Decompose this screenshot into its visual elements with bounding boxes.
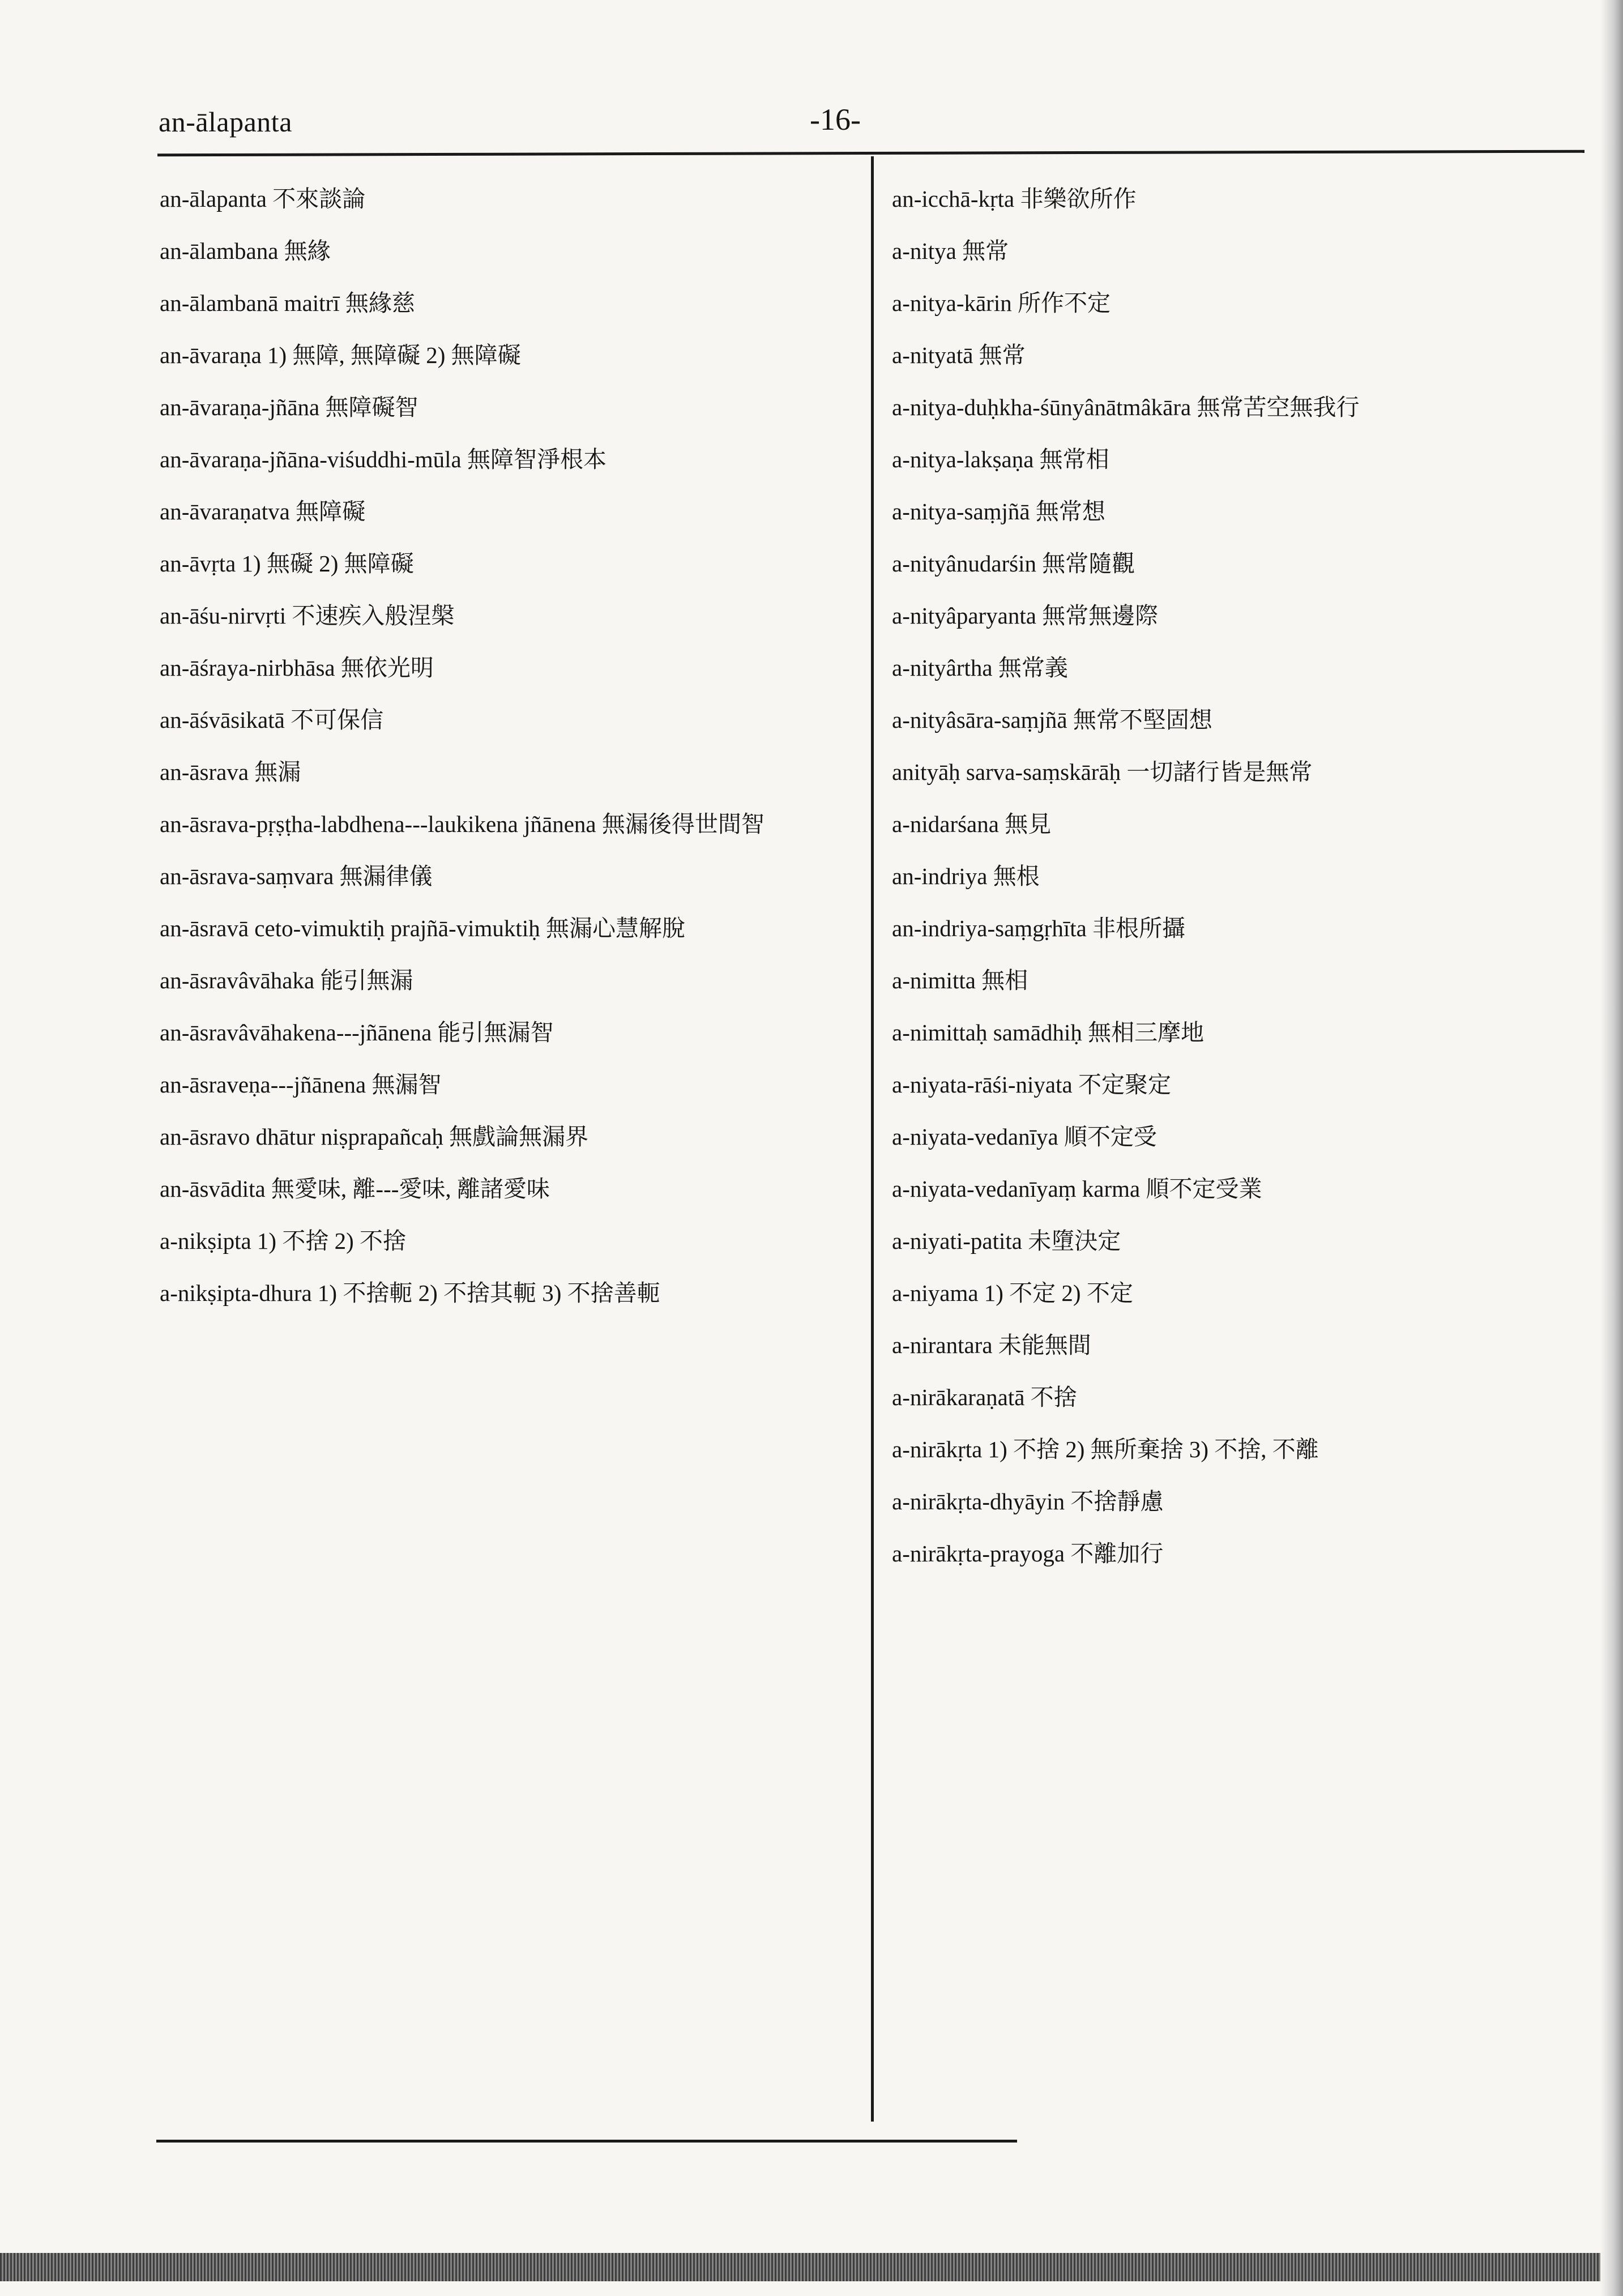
dictionary-entry: an-ālambanā maitrī 無緣慈: [160, 290, 415, 316]
running-head: an-ālapanta: [159, 106, 292, 138]
dictionary-entry: an-ālambana 無緣: [160, 238, 331, 264]
dictionary-entry: a-nirākaraṇatā 不捨: [892, 1384, 1077, 1410]
top-rule: [157, 150, 1584, 157]
dictionary-entry: an-āvaraṇa-jñāna 無障礙智: [160, 394, 418, 420]
dictionary-entry: an-āsvādita 無愛味, 離---愛味, 離諸愛味: [160, 1176, 550, 1202]
dictionary-entry: an-āvṛta 1) 無礙 2) 無障礙: [160, 550, 414, 577]
dictionary-entry: an-āsraveṇa---jñānena 無漏智: [160, 1072, 442, 1098]
dictionary-entry: an-āśvāsikatā 不可保信: [160, 707, 384, 733]
right-column: [892, 173, 1571, 1580]
dictionary-entry: a-nitya-duḥkha-śūnyânātmâkāra 無常苦空無我行: [892, 394, 1360, 420]
dictionary-entry: an-āsrava-pṛṣṭha-labdhena---laukikena jñānena 無漏後得世間智: [160, 811, 764, 837]
dictionary-entry: a-nitya 無常: [892, 238, 1009, 264]
dictionary-entry: an-indriya-saṃgṛhīta 非根所攝: [892, 915, 1186, 941]
dictionary-entry: a-niyata-vedanīyaṃ karma 順不定受業: [892, 1176, 1262, 1202]
dictionary-entry: an-āvaraṇatva 無障礙: [160, 498, 366, 524]
dictionary-entry: a-nitya-lakṣaṇa 無常相: [892, 446, 1109, 472]
dictionary-entry: a-nimitta 無相: [892, 967, 1028, 993]
dictionary-entry: a-nikṣipta-dhura 1) 不捨軛 2) 不捨其軛 3) 不捨善軛: [160, 1280, 660, 1306]
dictionary-entry: an-āsravā ceto-vimuktiḥ prajñā-vimuktiḥ 無漏心慧解脫: [160, 915, 685, 941]
dictionary-entry: a-nityâsāra-saṃjñā 無常不堅固想: [892, 707, 1212, 733]
bottom-rule: [156, 2140, 1017, 2143]
dictionary-entry: a-nirantara 未能無間: [892, 1332, 1091, 1358]
scan-edge-right: [1600, 0, 1623, 2296]
dictionary-entry: a-niyata-vedanīya 順不定受: [892, 1124, 1157, 1150]
dictionary-entry: an-āsravo dhātur niṣprapañcaḥ 無戲論無漏界: [160, 1124, 589, 1150]
scan-border-bottom: [0, 2253, 1623, 2281]
dictionary-entry: an-āvaraṇa-jñāna-viśuddhi-mūla 無障智淨根本: [160, 446, 607, 472]
dictionary-entry: an-āvaraṇa 1) 無障, 無障礙 2) 無障礙: [160, 342, 521, 368]
dictionary-entry: a-nirākṛta-dhyāyin 不捨靜慮: [892, 1488, 1164, 1514]
dictionary-entry: a-nirākṛta-prayoga 不離加行: [892, 1540, 1164, 1567]
dictionary-entry: an-āśu-nirvṛti 不速疾入般涅槃: [160, 603, 455, 629]
page-number: -16-: [810, 103, 861, 136]
dictionary-entry: an-āsrava-saṃvara 無漏律儀: [160, 863, 433, 889]
dictionary-entry: a-niyama 1) 不定 2) 不定: [892, 1280, 1133, 1306]
dictionary-entry: an-āsravâvāhakena---jñānena 能引無漏智: [160, 1019, 554, 1045]
dictionary-entry: a-nityâparyanta 無常無邊際: [892, 603, 1159, 629]
dictionary-entry: a-niyata-rāśi-niyata 不定聚定: [892, 1072, 1171, 1098]
dictionary-entry: an-ālapanta 不來談論: [160, 186, 366, 212]
dictionary-entry: a-nimittaḥ samādhiḥ 無相三摩地: [892, 1019, 1205, 1045]
dictionary-entry: an-indriya 無根: [892, 863, 1040, 889]
dictionary-entry: a-nityatā 無常: [892, 342, 1026, 368]
dictionary-entry: an-āsrava 無漏: [160, 759, 301, 785]
dictionary-entry: an-āśraya-nirbhāsa 無依光明: [160, 655, 434, 681]
dictionary-entry: a-nitya-saṃjñā 無常想: [892, 498, 1105, 524]
dictionary-entry: a-nirākṛta 1) 不捨 2) 無所棄捨 3) 不捨, 不離: [892, 1436, 1319, 1462]
dictionary-entry: a-niyati-patita 未墮決定: [892, 1228, 1121, 1254]
column-divider: [871, 156, 874, 2122]
dictionary-entry: a-nitya-kārin 所作不定: [892, 290, 1111, 316]
dictionary-entry: a-nidarśana 無見: [892, 811, 1052, 837]
left-column: [160, 173, 845, 1319]
dictionary-entry: a-nityânudarśin 無常隨觀: [892, 550, 1135, 577]
dictionary-entry: an-icchā-kṛta 非樂欲所作: [892, 186, 1137, 212]
dictionary-entry: a-nikṣipta 1) 不捨 2) 不捨: [160, 1228, 406, 1254]
dictionary-entry: an-āsravâvāhaka 能引無漏: [160, 967, 413, 993]
dictionary-entry: a-nityârtha 無常義: [892, 655, 1068, 681]
dictionary-entry: anityāḥ sarva-saṃskārāḥ 一切諸行皆是無常: [892, 759, 1313, 785]
